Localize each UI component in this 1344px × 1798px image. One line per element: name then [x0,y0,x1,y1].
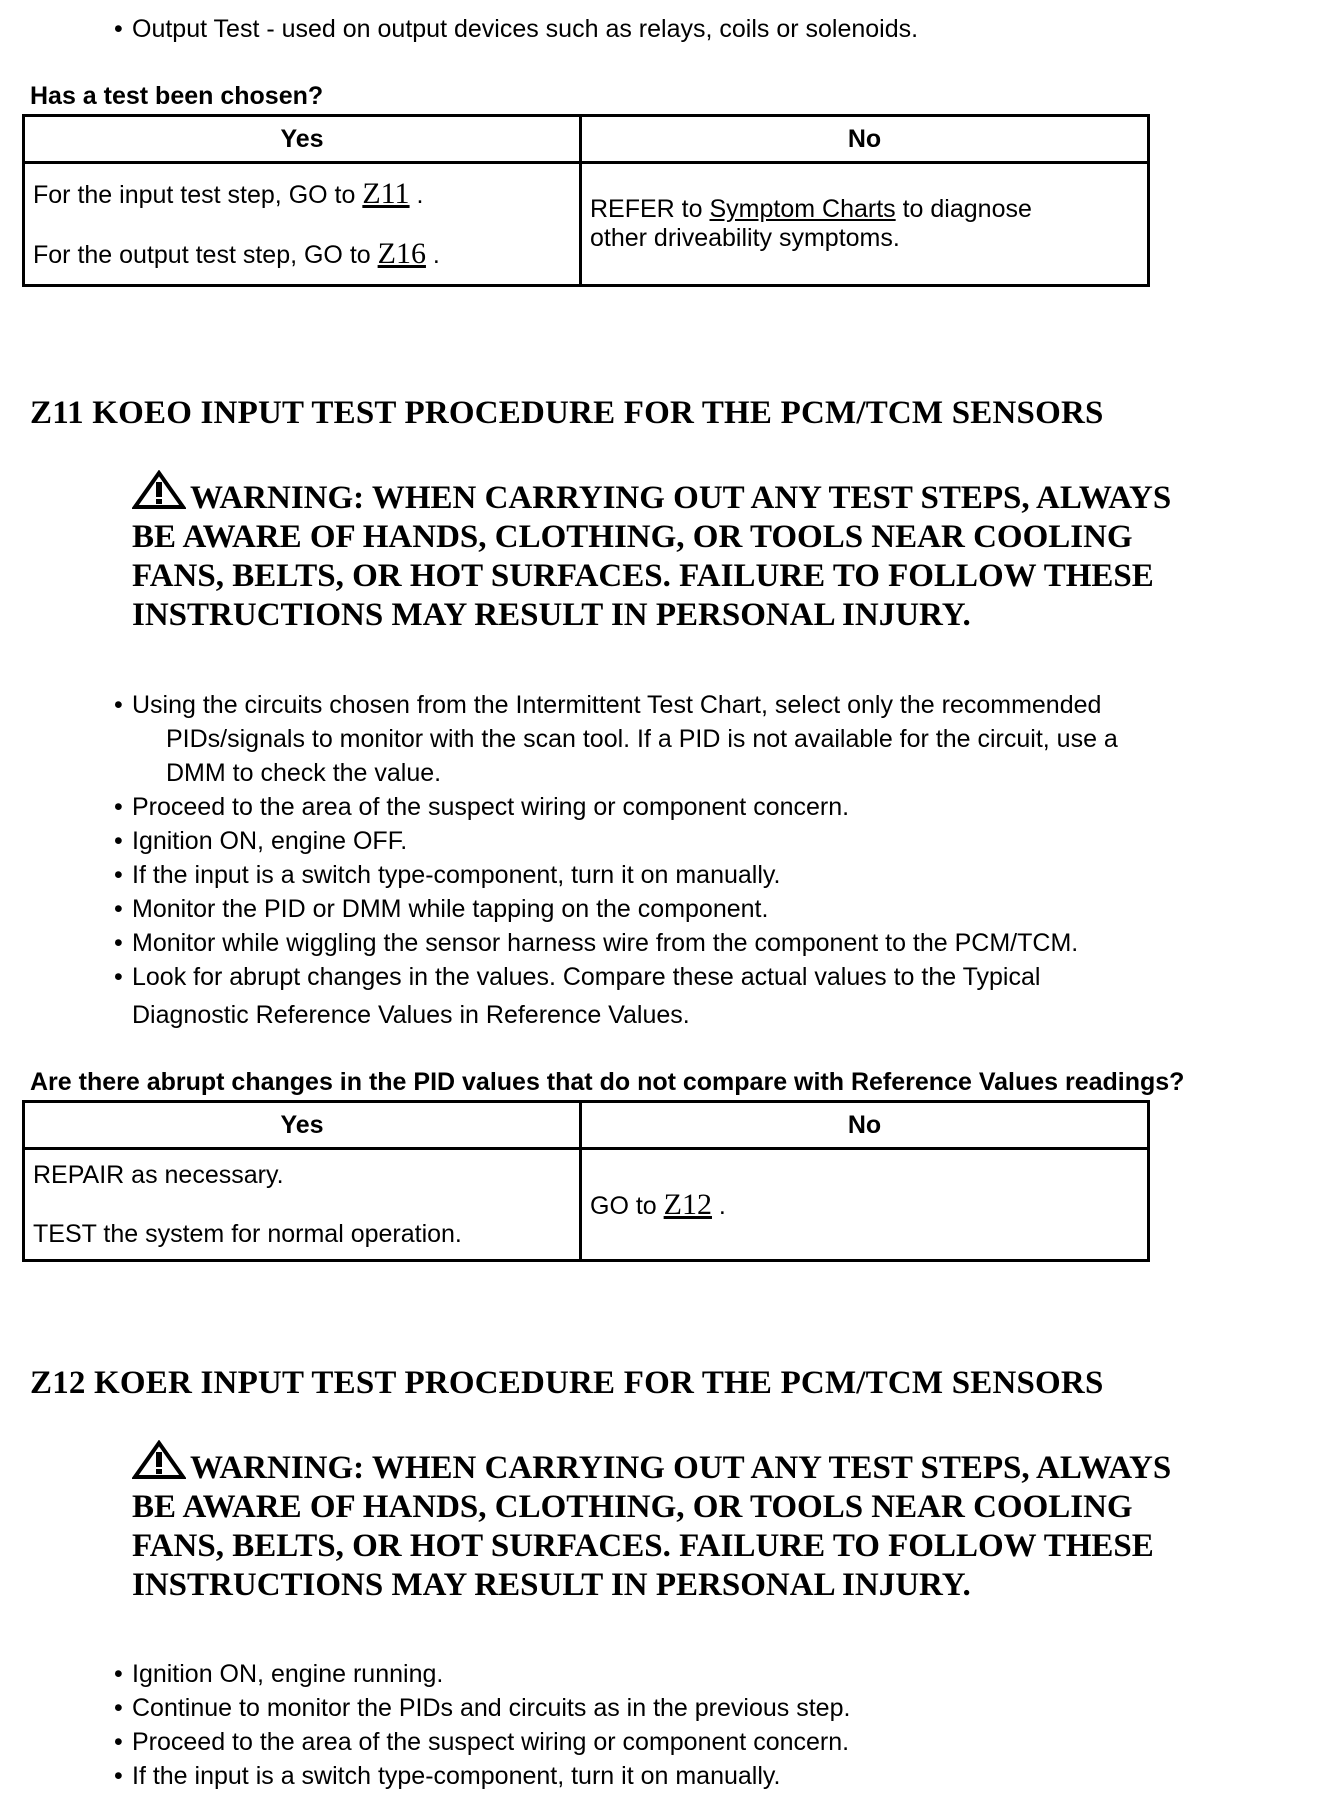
warning-block-z11: WARNING: WHEN CARRYING OUT ANY TEST STEPS, ALWAYS BE AWARE OF HANDS, CLOTHING, OR TOOLS NEAR COOLING FANS, BELTS, OR HOT SURFACES. FAILURE TO FOLLOW THESE INSTRUCTIONS MAY RESULT IN PERSONAL INJURY. [132,470,1332,635]
z12-steps-list [114,1657,1334,1793]
list-item: • Output Test - used on output devices such as relays, coils or solenoids. [114,12,918,46]
list-item: • Look for abrupt changes in the values. Compare these actual values to the Typical Diagnostic Reference Values in Reference Values. [114,960,1334,1032]
list-item: • Using the circuits chosen from the Intermittent Test Chart, select only the recommended PIDs/signals to monitor with the scan tool. If a PID is not available for the circuit, use a DMM to check the value. [114,688,1334,790]
list-item: • If the input is a switch type-component, turn it on manually. [114,1759,1334,1793]
list-item: • Continue to monitor the PIDs and circuits as in the previous step. [114,1691,1334,1725]
link-z16[interactable]: Z16 [377,237,426,270]
z11-steps-list [114,688,1334,1032]
warning-triangle-icon [132,470,186,510]
warning-block-z12: WARNING: WHEN CARRYING OUT ANY TEST STEPS, ALWAYS BE AWARE OF HANDS, CLOTHING, OR TOOLS NEAR COOLING FANS, BELTS, OR HOT SURFACES. FAILURE TO FOLLOW THESE INSTRUCTIONS MAY RESULT IN PERSONAL INJURY. [132,1440,1332,1605]
yes-cell: For the input test step, GO to Z11 . For the output test step, GO to Z16 . [24,163,581,286]
no-header: No [581,116,1149,163]
no-header: No [581,1102,1149,1149]
link-z11[interactable]: Z11 [362,177,410,210]
no-cell: GO to Z12 . [581,1149,1149,1261]
no-cell: REFER to Symptom Charts to diagnose other driveability symptoms. [581,163,1149,286]
warning-triangle-icon [132,1440,186,1480]
list-item: • Ignition ON, engine running. [114,1657,1334,1691]
question-abrupt-changes: Are there abrupt changes in the PID values that do not compare with Reference Values readings? [30,1068,1185,1096]
decision-table-abrupt-changes [22,1100,1150,1262]
list-item: • If the input is a switch type-component, turn it on manually. [114,858,1334,892]
decision-table-test-chosen [22,114,1150,287]
list-item: • Monitor while wiggling the sensor harness wire from the component to the PCM/TCM. [114,926,1334,960]
list-item: • Ignition ON, engine OFF. [114,824,1334,858]
list-item: • Proceed to the area of the suspect wiring or component concern. [114,1725,1334,1759]
link-z12[interactable]: Z12 [663,1187,712,1221]
section-heading-z12: Z12 KOER INPUT TEST PROCEDURE FOR THE PCM/TCM SENSORS [30,1365,1104,1401]
question-test-chosen: Has a test been chosen? [30,82,324,110]
top-bullet-list [114,12,918,46]
section-heading-z11: Z11 KOEO INPUT TEST PROCEDURE FOR THE PCM/TCM SENSORS [30,395,1104,431]
list-item: • Monitor the PID or DMM while tapping on the component. [114,892,1334,926]
link-symptom-charts[interactable]: Symptom Charts [709,195,896,223]
yes-header: Yes [24,1102,581,1149]
yes-header: Yes [24,116,581,163]
yes-cell: REPAIR as necessary. TEST the system for normal operation. [24,1149,581,1261]
list-item: • Proceed to the area of the suspect wiring or component concern. [114,790,1334,824]
